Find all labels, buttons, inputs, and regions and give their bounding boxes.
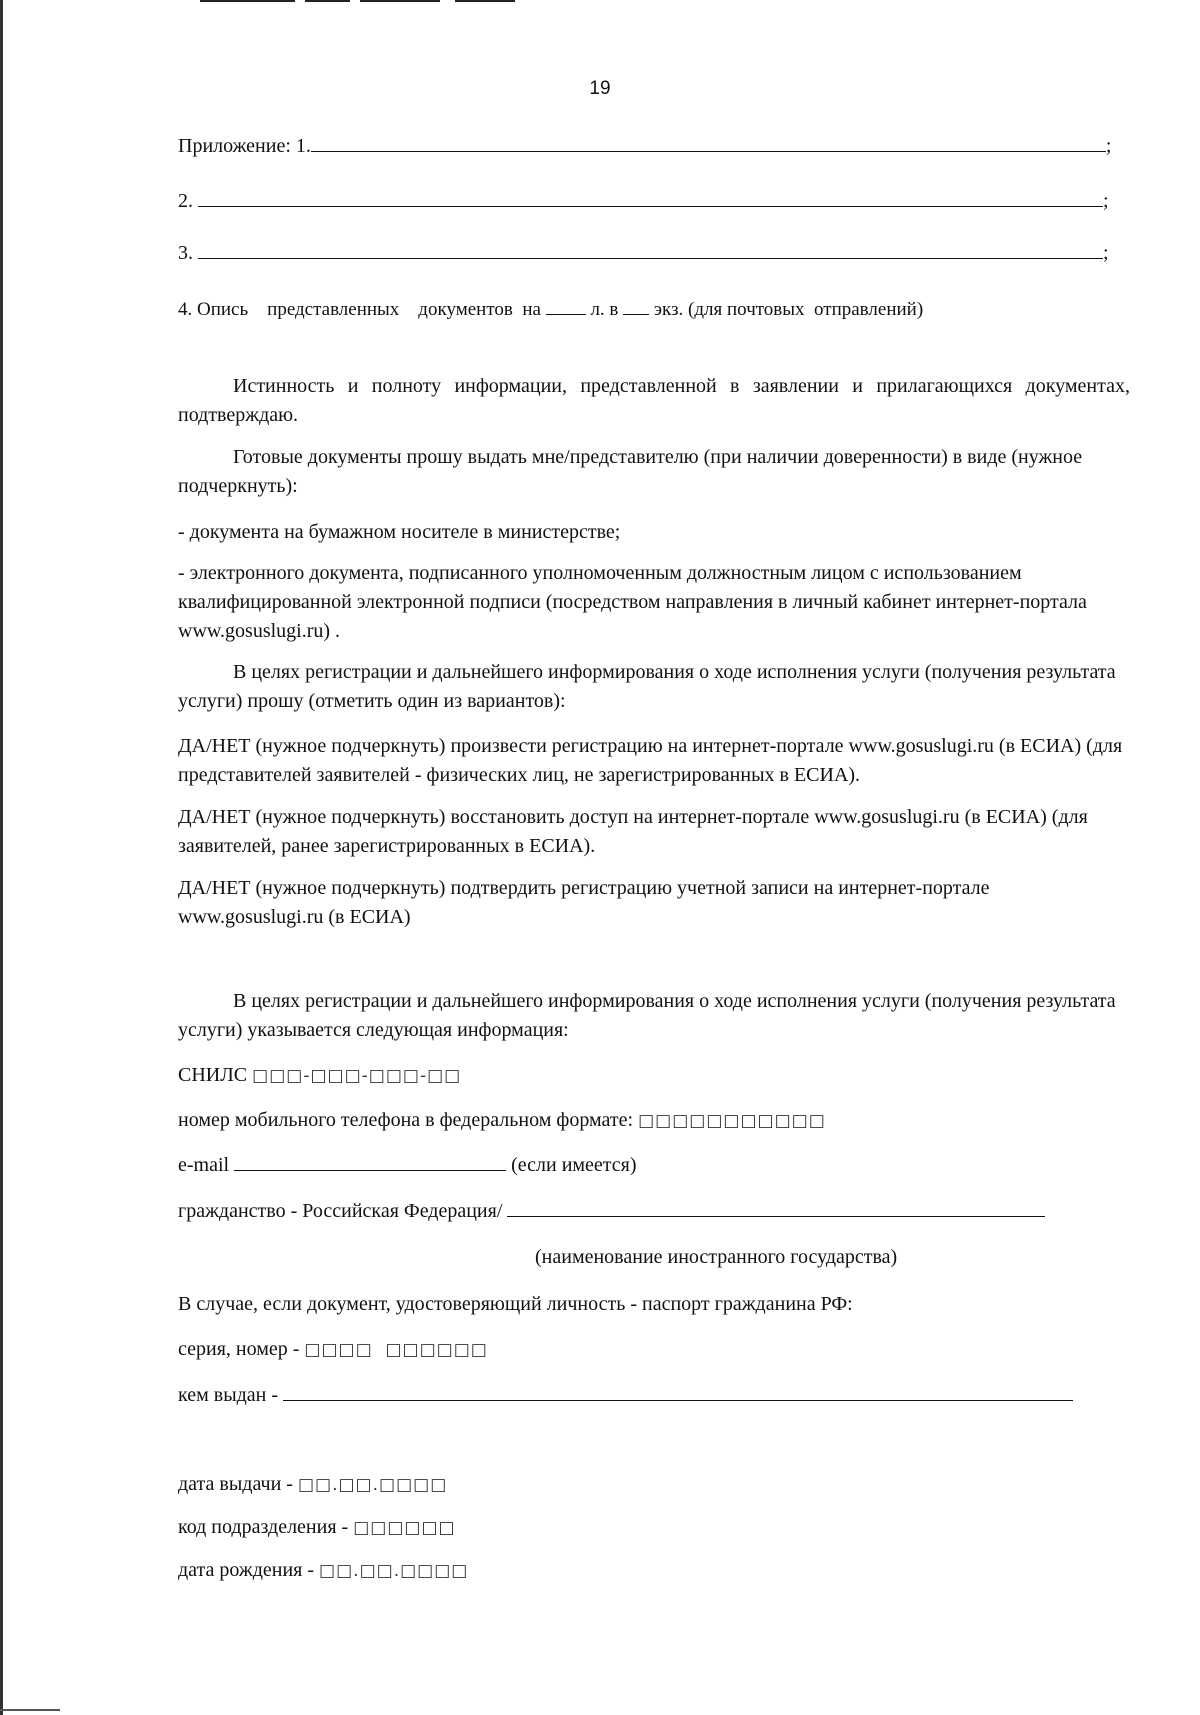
attachment-line-2: 2. ; bbox=[178, 190, 1109, 212]
issue-date-row bbox=[178, 1472, 447, 1497]
issue-option-paper: - документа на бумажном носителе в министерстве; bbox=[178, 521, 621, 543]
info-intro: В целях регистрации и дальнейшего информирования о ходе исполнения услуги (получения результата услуги) указывается следующая информация: bbox=[178, 990, 1116, 1041]
scan-edge-bottom bbox=[0, 1709, 60, 1711]
birth-date-field[interactable]: □□.□□.□□□□ bbox=[319, 1561, 469, 1581]
email-field[interactable] bbox=[234, 1152, 506, 1171]
phone-label: номер мобильного телефона в федеральном формате: bbox=[178, 1109, 634, 1131]
attachment-number: 1. bbox=[295, 135, 311, 157]
registration-intro: В целях регистрации и дальнейшего информирования о ходе исполнения услуги (получения результата услуги) прошу (отметить один из вариантов): bbox=[178, 661, 1116, 712]
email-label: e-mail bbox=[178, 1154, 230, 1176]
confirmation-text: Истинность и полноту информации, представленной в заявлении и прилагающихся документах, подтверждаю. bbox=[178, 375, 1130, 426]
attachment-line-1: Приложение: 1. ; bbox=[178, 135, 1112, 157]
phone-field[interactable]: □□□□□□□□□□□ bbox=[638, 1111, 826, 1131]
passport-intro: В случае, если документ, удостоверяющий личность - паспорт гражданина РФ: bbox=[178, 1293, 853, 1315]
registration-option-confirm: ДА/НЕТ (нужное подчеркнуть) подтвердить регистрацию учетной записи на интернет-портале www.gosuslugi.ru (в ЕСИА) bbox=[178, 877, 990, 928]
registration-option-register: ДА/НЕТ (нужное подчеркнуть) произвести регистрацию на интернет-портале www.gosuslugi.ru (в ЕСИА) (для представителей заявителей - физических лиц, не зарегистрированных в ЕСИА). bbox=[178, 735, 1123, 786]
attachment-1-blank[interactable] bbox=[311, 133, 1106, 152]
issue-date-field[interactable]: □□.□□.□□□□ bbox=[297, 1475, 448, 1495]
dept-code-row bbox=[178, 1515, 456, 1540]
inventory-copies-blank[interactable] bbox=[623, 296, 649, 315]
birth-date-label: дата рождения - bbox=[178, 1559, 315, 1581]
email-row bbox=[178, 1152, 637, 1177]
scan-edge-top bbox=[0, 0, 1200, 2]
dept-code-field[interactable]: □□□□□□ bbox=[353, 1518, 456, 1538]
birth-date-row bbox=[178, 1558, 468, 1583]
attachment-2-blank[interactable] bbox=[198, 188, 1103, 207]
phone-row bbox=[178, 1108, 826, 1133]
citizenship-note: (наименование иностранного государства) bbox=[535, 1246, 898, 1268]
issued-by-field[interactable] bbox=[283, 1382, 1073, 1401]
series-field[interactable]: □□□□ □□□□□□ bbox=[304, 1340, 488, 1360]
citizenship-field[interactable] bbox=[507, 1198, 1045, 1217]
attachment-line-3: 3. ; bbox=[178, 242, 1109, 264]
registration-option-restore: ДА/НЕТ (нужное подчеркнуть) восстановить доступ на интернет-портале www.gosuslugi.ru (в ЕСИА) (для заявителей, ранее зарегистрированных в ЕСИА). bbox=[178, 806, 1088, 857]
citizenship-row bbox=[178, 1198, 1045, 1223]
issue-date-label: дата выдачи - bbox=[178, 1473, 293, 1495]
snils-field[interactable]: □□□-□□□-□□□-□□ bbox=[252, 1066, 462, 1086]
attachment-label: Приложение: bbox=[178, 135, 291, 157]
attachment-3-blank[interactable] bbox=[198, 240, 1103, 259]
attachment-number: 3. bbox=[178, 242, 193, 264]
series-row bbox=[178, 1337, 488, 1362]
issue-option-electronic: - электронного документа, подписанного уполномоченным должностным лицом с использованием квалифицированной электронной подписи (посредством направления в личный кабинет интернет-портала www.gosuslugi.ru) . bbox=[178, 562, 1087, 642]
snils-row bbox=[178, 1063, 461, 1088]
page-number: 19 bbox=[589, 78, 611, 99]
snils-label: СНИЛС bbox=[178, 1064, 248, 1086]
scan-edge-left bbox=[0, 0, 3, 1715]
series-label: серия, номер - bbox=[178, 1338, 300, 1360]
citizenship-label: гражданство - Российская Федерация/ bbox=[178, 1200, 503, 1222]
issued-by-row bbox=[178, 1382, 1073, 1407]
inventory-pages-blank[interactable] bbox=[546, 296, 586, 315]
dept-code-label: код подразделения - bbox=[178, 1516, 349, 1538]
issue-docs-intro: Готовые документы прошу выдать мне/представителю (при наличии доверенности) в виде (нужное подчеркнуть): bbox=[178, 446, 1083, 497]
inventory-line: 4. Опись представленных документов на л. в экз. (для почтовых отправлений) bbox=[178, 296, 923, 322]
attachment-number: 2. bbox=[178, 190, 193, 212]
issued-by-label: кем выдан - bbox=[178, 1384, 279, 1406]
email-note: (если имеется) bbox=[511, 1154, 637, 1176]
